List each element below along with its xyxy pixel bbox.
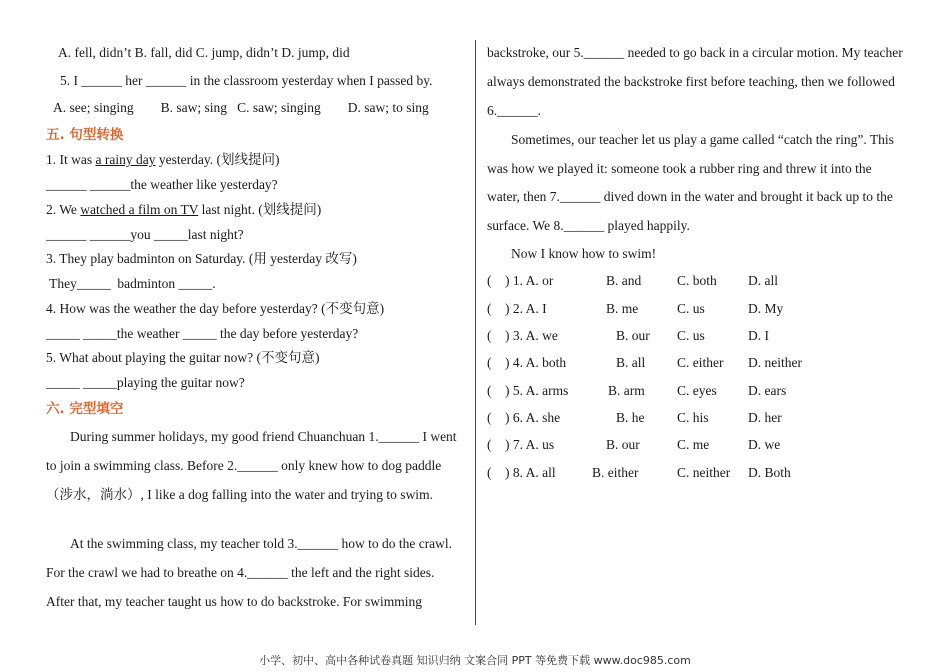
question-row xyxy=(487,464,912,482)
q4-options: A. fell, didn’t B. fall, did C. jump, didn’t D. jump, did xyxy=(58,45,350,60)
passage-line-10: Sometimes, our teacher let us play a game called “catch the ring”. This xyxy=(511,132,894,147)
page-footer: 小学、初中、高中各种试卷真题 知识归纳 文案合同 PPT 等免费下载 www.doc985.com xyxy=(259,654,691,667)
s5-item-5-answer: _____ _____playing the guitar now? xyxy=(46,375,245,390)
s5-item-1-post: yesterday. (划线提问) xyxy=(155,152,280,167)
passage-line-2: to join a swimming class. Before 2.______ only knew how to dog paddle xyxy=(46,458,442,473)
answer-paren: ( xyxy=(487,273,492,288)
option-b: B. our xyxy=(606,437,640,452)
passage-line-14: Now I know how to swim! xyxy=(511,246,657,261)
option-a: ) 3. A. we xyxy=(505,328,558,343)
option-b: B. all xyxy=(616,355,646,370)
option-c: C. eyes xyxy=(677,383,717,398)
question-row xyxy=(487,436,912,454)
s5-item-1-underlined: a rainy day xyxy=(95,152,156,167)
s5-item-1-pre: 1. It was xyxy=(46,152,96,167)
section5-title: 五. 句型转换 xyxy=(46,127,124,143)
option-b: B. and xyxy=(606,273,642,288)
option-c: C. us xyxy=(677,328,705,343)
option-c: C. either xyxy=(677,355,724,370)
question-row xyxy=(487,272,912,290)
answer-paren: ( xyxy=(487,383,492,398)
option-b: B. he xyxy=(616,410,645,425)
question-row xyxy=(487,300,912,318)
passage-line-5: For the crawl we had to breathe on 4.______ the left and the right sides. xyxy=(46,565,435,580)
option-a: ) 2. A. I xyxy=(505,301,547,316)
option-d: D. neither xyxy=(748,355,802,370)
option-d: D. we xyxy=(748,437,781,452)
s5-item-2 xyxy=(46,201,321,219)
option-c: C. both xyxy=(677,273,717,288)
option-b: B. me xyxy=(606,301,639,316)
passage-line-12: water, then 7.______ dived down in the water and brought it back up to the xyxy=(487,189,893,204)
answer-paren: ( xyxy=(487,410,492,425)
s5-item-1-answer: ______ ______the weather like yesterday? xyxy=(46,177,278,192)
option-d: D. I xyxy=(748,328,769,343)
section6-title: 六. 完型填空 xyxy=(46,401,124,417)
option-d: D. her xyxy=(748,410,782,425)
option-a: ) 1. A. or xyxy=(505,273,554,288)
question-row xyxy=(487,382,912,400)
option-b: B. either xyxy=(592,465,639,480)
answer-paren: ( xyxy=(487,465,492,480)
q5-stem: 5. I ______ her ______ in the classroom yesterday when I passed by. xyxy=(60,73,433,88)
option-d: D. My xyxy=(748,301,784,316)
column-divider xyxy=(475,40,476,625)
answer-paren: ( xyxy=(487,328,492,343)
answer-paren: ( xyxy=(487,437,492,452)
answer-paren: ( xyxy=(487,355,492,370)
s5-item-2-answer: ______ ______you _____last night? xyxy=(46,227,244,242)
option-d: D. all xyxy=(748,273,778,288)
option-c: C. neither xyxy=(677,465,731,480)
passage-line-8: always demonstrated the backstroke first before teaching, then we followed xyxy=(487,74,895,89)
option-a: ) 6. A. she xyxy=(505,410,561,425)
option-a: ) 5. A. arms xyxy=(505,383,569,398)
passage-line-11: was how we played it: someone took a rubber ring and threw it into the xyxy=(487,161,872,176)
option-c: C. us xyxy=(677,301,705,316)
question-row xyxy=(487,354,912,372)
passage-line-9: 6.______. xyxy=(487,103,541,118)
passage-line-1: During summer holidays, my good friend Chuanchuan 1.______ I went xyxy=(70,429,457,444)
s5-item-5: 5. What about playing the guitar now? (不变句意) xyxy=(46,350,320,365)
question-row xyxy=(487,409,912,427)
option-d: D. Both xyxy=(748,465,791,480)
option-b: B. arm xyxy=(608,383,645,398)
option-a: ) 4. A. both xyxy=(505,355,567,370)
s5-item-3: 3. They play badminton on Saturday. (用 yesterday 改写) xyxy=(46,251,357,266)
passage-line-3: （涉水，淌水）, I like a dog falling into the water and trying to swim. xyxy=(46,487,433,502)
option-c: C. his xyxy=(677,410,709,425)
option-c: C. me xyxy=(677,437,710,452)
s5-item-2-pre: 2. We xyxy=(46,202,81,217)
option-a: ) 8. A. all xyxy=(505,465,556,480)
passage-line-7: backstroke, our 5.______ needed to go back in a circular motion. My teacher xyxy=(487,45,903,60)
passage-line-13: surface. We 8.______ played happily. xyxy=(487,218,690,233)
s5-item-2-underlined: watched a film on TV xyxy=(80,202,199,217)
s5-item-3-answer: They_____ badminton _____. xyxy=(46,276,216,291)
question-row xyxy=(487,327,912,345)
s5-item-1 xyxy=(46,151,279,169)
option-a: ) 7. A. us xyxy=(505,437,555,452)
q5-options: A. see; singing B. saw; sing C. saw; singing D. saw; to sing xyxy=(53,100,429,115)
passage-line-4: At the swimming class, my teacher told 3.______ how to do the crawl. xyxy=(70,536,453,551)
option-b: B. our xyxy=(616,328,650,343)
s5-item-4-answer: _____ _____the weather _____ the day before yesterday? xyxy=(46,326,359,341)
s5-item-2-post: last night. (划线提问) xyxy=(198,202,322,217)
passage-line-6: After that, my teacher taught us how to do backstroke. For swimming xyxy=(46,594,423,609)
s5-item-4: 4. How was the weather the day before yesterday? (不变句意) xyxy=(46,301,385,316)
option-d: D. ears xyxy=(748,383,787,398)
answer-paren: ( xyxy=(487,301,492,316)
